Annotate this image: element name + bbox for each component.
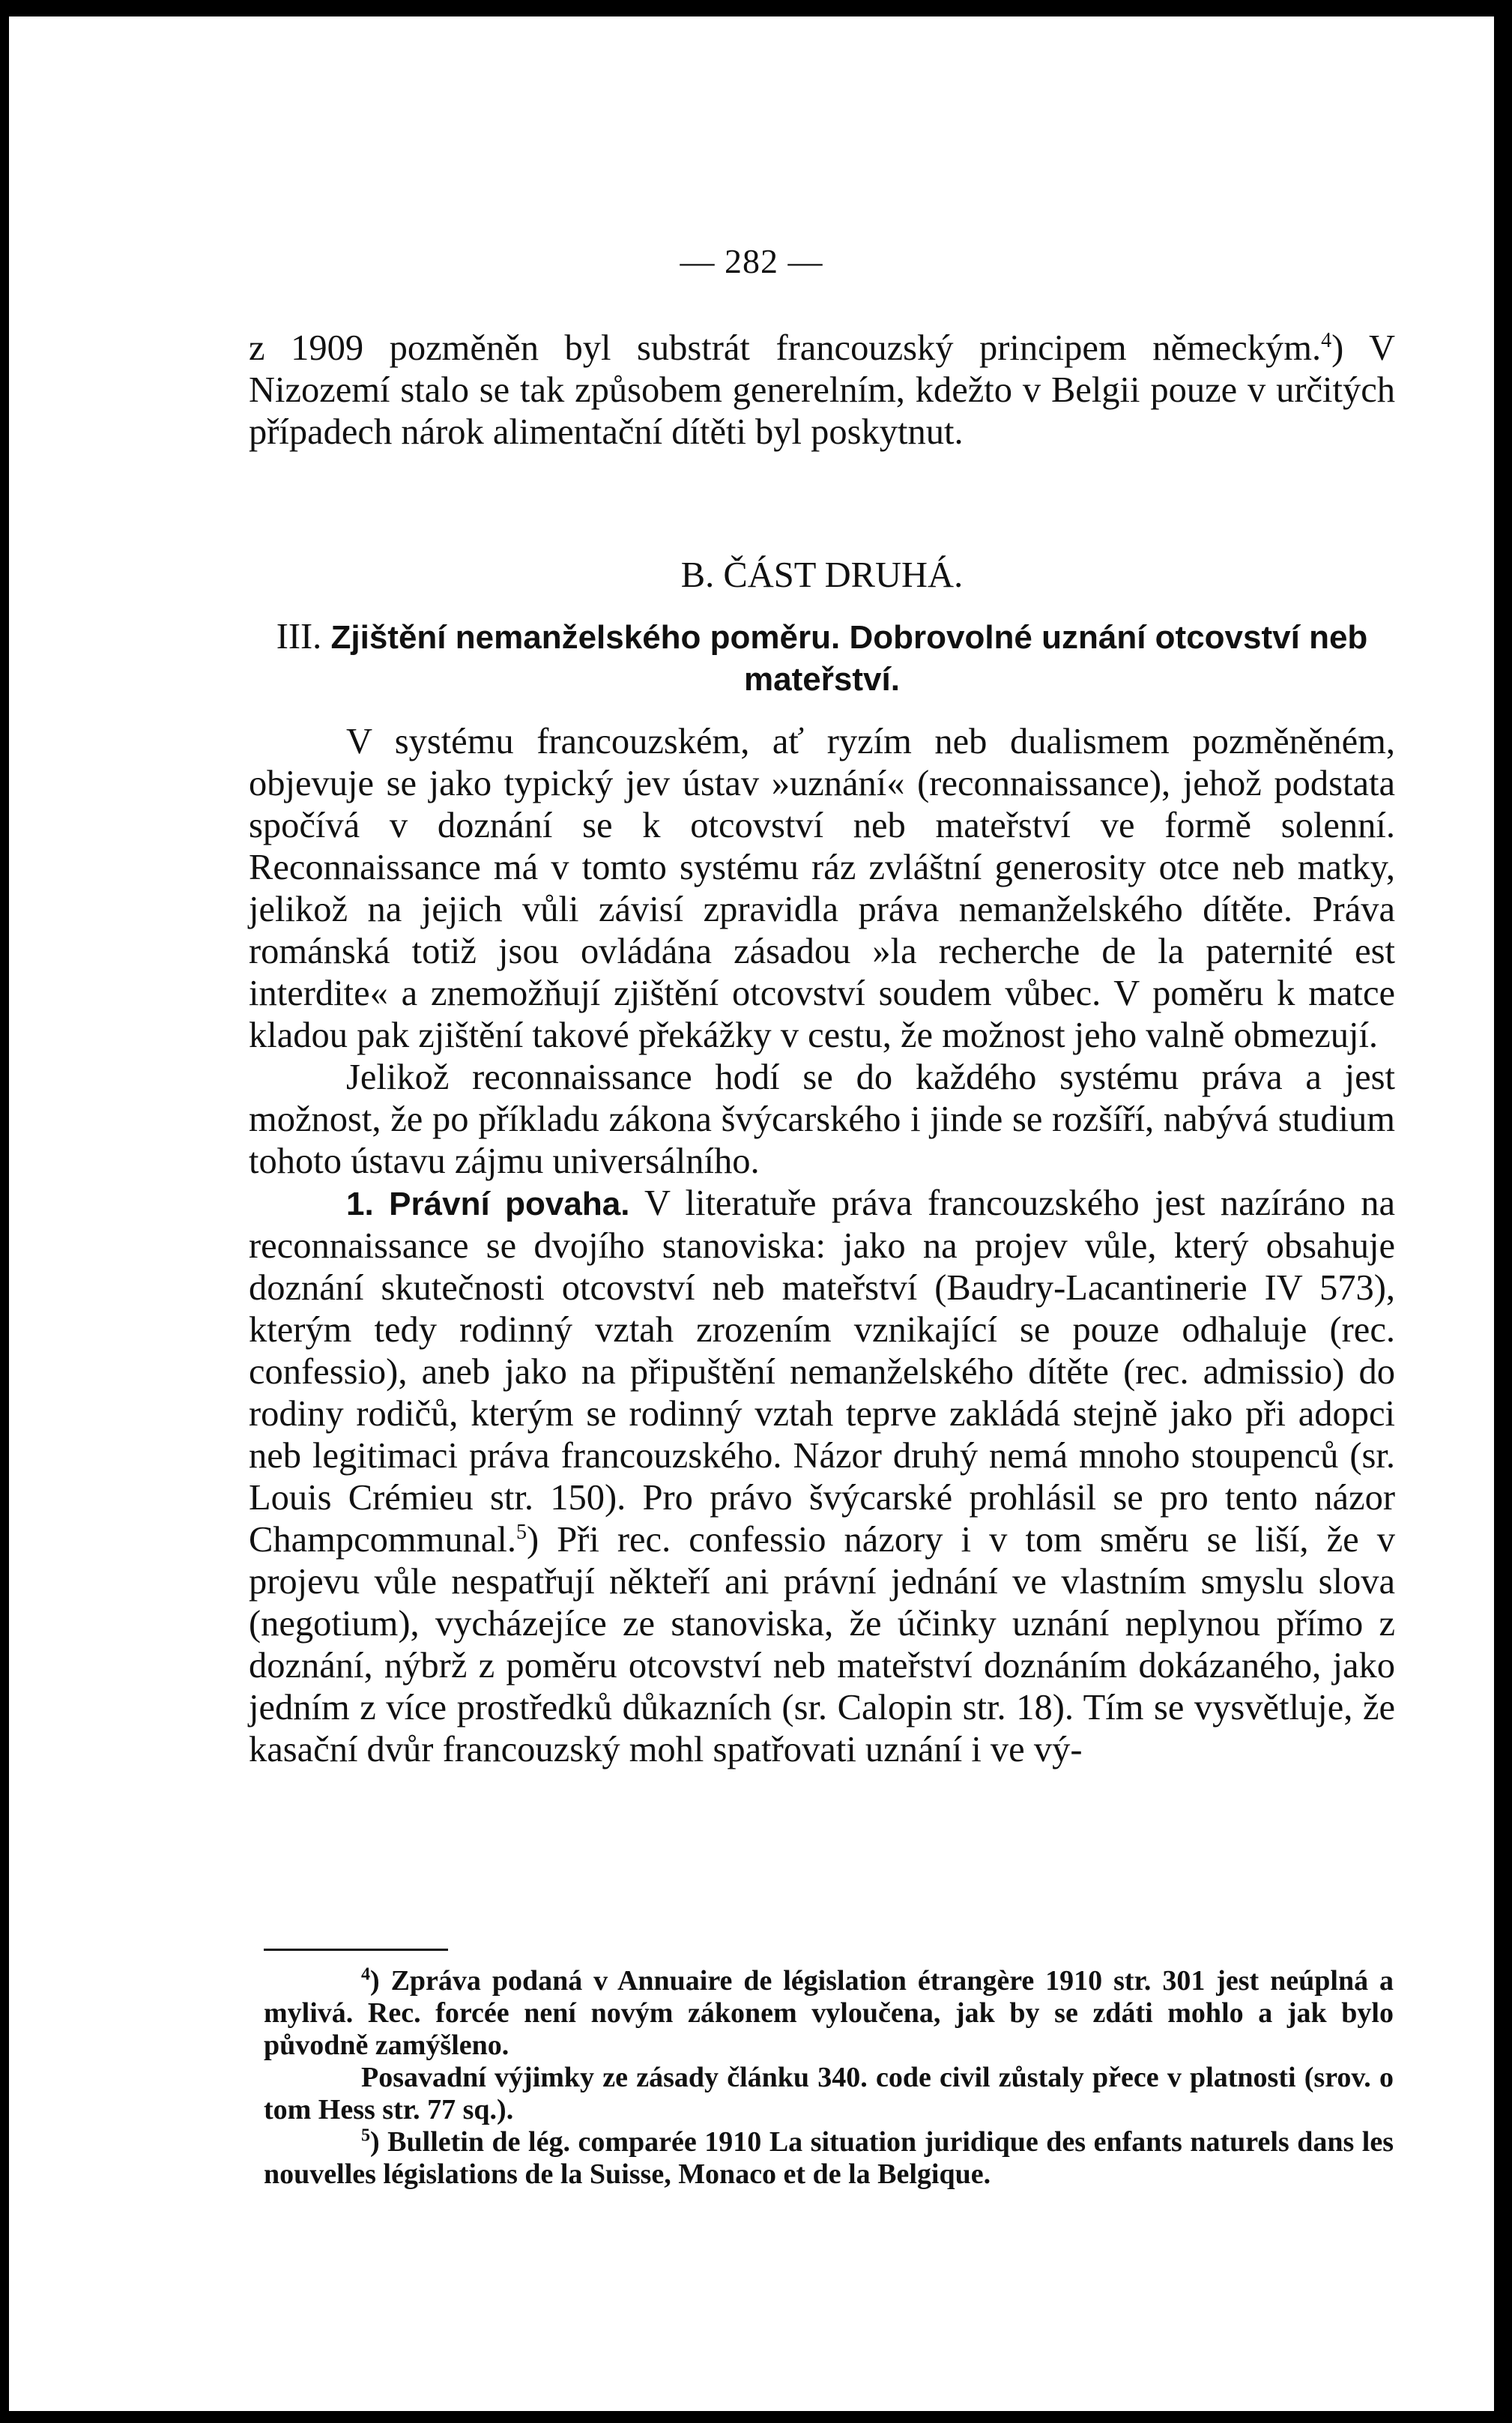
chapter-heading (249, 616, 1395, 701)
footnote-5 (264, 2126, 1394, 2191)
footnote-5-text: ) Bulletin de lég. comparée 1910 La situation juridique des enfants naturels dans les nouvelles législations de la Suisse, Monaco et de la Belgique. (264, 2126, 1394, 2190)
footnotes (264, 1965, 1394, 2191)
footnote-ref-4[interactable]: 4 (1321, 328, 1332, 352)
book-page (9, 16, 1494, 2411)
intro-text-part1: z 1909 pozměněn byl substrát francouzský principem německým. (249, 328, 1322, 368)
chapter-number: III. (276, 617, 322, 657)
chapter-title: Zjištění nemanželského poměru. Dobrovolné uznání otcovství neb mateřství. (330, 619, 1368, 698)
chapter-heading-block (249, 616, 1395, 701)
section-title: B. ČÁST DRUHÁ. (680, 555, 964, 595)
footnote-4-mark: 4 (361, 1964, 370, 1985)
footnote-divider (264, 1949, 448, 1951)
intro-paragraph (249, 328, 1395, 453)
intro-text-part2: ) V Nizozemí stalo se tak způsobem generelním, kdežto v Belgii pouze v určitých případech nárok alimentační dítěti byl poskytnut. (249, 328, 1395, 452)
footnote-4-continuation: Posavadní výjimky ze zásady článku 340. code civil zůstaly přece v platnosti (srov. o tom Hess str. 77 sq.). (264, 2062, 1394, 2125)
paragraph-reconnaissance: V systému francouzském, ať ryzím neb dualismem pozměněném, objevuje se jako typický jev ústav »uznání« (reconnaissance), jehož podstata spočívá v doznání se k otcovství neb mateřství ve formě solenní. Reconnaissance má v tomto systému ráz zvláštní generosity otce neb matky, jelikož na jejich vůli závisí zpravidla práva nemanželského dítěte. Práva románská totiž jsou ovládána zásadou »la recherche de la paternité est interdite« a znemožňují zjištění otcovství soudem vůbec. V poměru k matce kladou pak zjištění takové překážky v cestu, že možnost jeho valně obmezují. (249, 722, 1395, 1055)
intro-text (249, 328, 1395, 453)
footnote-4 (264, 1965, 1394, 2062)
main-text (249, 721, 1395, 1771)
paragraph-universal-interest: Jelikož reconnaissance hodí se do každého systému práva a jest možnost, že po příkladu zákona švýcarského i jinde se rozšíří, nabývá studium tohoto ústavu zájmu universálního. (249, 1057, 1395, 1181)
page-number: — 282 — (680, 242, 823, 280)
footnote-ref-5[interactable]: 5 (515, 1520, 527, 1544)
paragraph-legal-nature (249, 1183, 1395, 1771)
footnote-4-text: ) Zpráva podaná v Annuaire de législation étrangère 1910 str. 301 jest neúplná a mylivá. Rec. forcée není novým zákonem vyloučena, jak by se zdáti mohlo a jak bylo původně zamýšleno. (264, 1965, 1394, 2061)
paragraph-legal-nature-part1: V literatuře práva francouzského jest nazíráno na reconnaissance se dvojího stanoviska: jako na projev vůle, který obsahuje doznání skutečnosti otcovství neb mateřství (Baudry-Lacantinerie IV 573), kterým tedy rodinný vztah zrozením vznikající se pouze odhaluje (rec. confessio), aneb jako na připuštění nemanželského dítěte (rec. admissio) do rodiny rodičů, kterým se rodinný vztah teprve zakládá stejně jako při adopci neb legitimaci práva francouzského. Názor druhý nemá mnoho stoupenců (sr. Louis Crémieu str. 150). Pro právo švýcarské prohlásil se pro tento názor Champcommunal. (249, 1183, 1395, 1560)
paragraph-legal-nature-part2: ) Při rec. confessio názory i v tom směru se liší, že v projevu vůle nespatřují někteří ani právní jednání ve vlastním smyslu slova (negotium), vycházejíce ze stanoviska, že účinky uznání neplynou přímo z doznání, nýbrž z poměru otcovství neb mateřství doznáním dokázaného, jako jedním z více prostředků důkazních (sr. Calopin str. 18). Tím se vysvětluje, že kasační dvůr francouzský mohl spatřovati uznání i ve vý- (249, 1520, 1395, 1769)
subsection-label: 1. Právní povaha. (346, 1186, 630, 1222)
section-heading-block (249, 555, 1395, 597)
footnote-5-mark: 5 (361, 2125, 370, 2146)
